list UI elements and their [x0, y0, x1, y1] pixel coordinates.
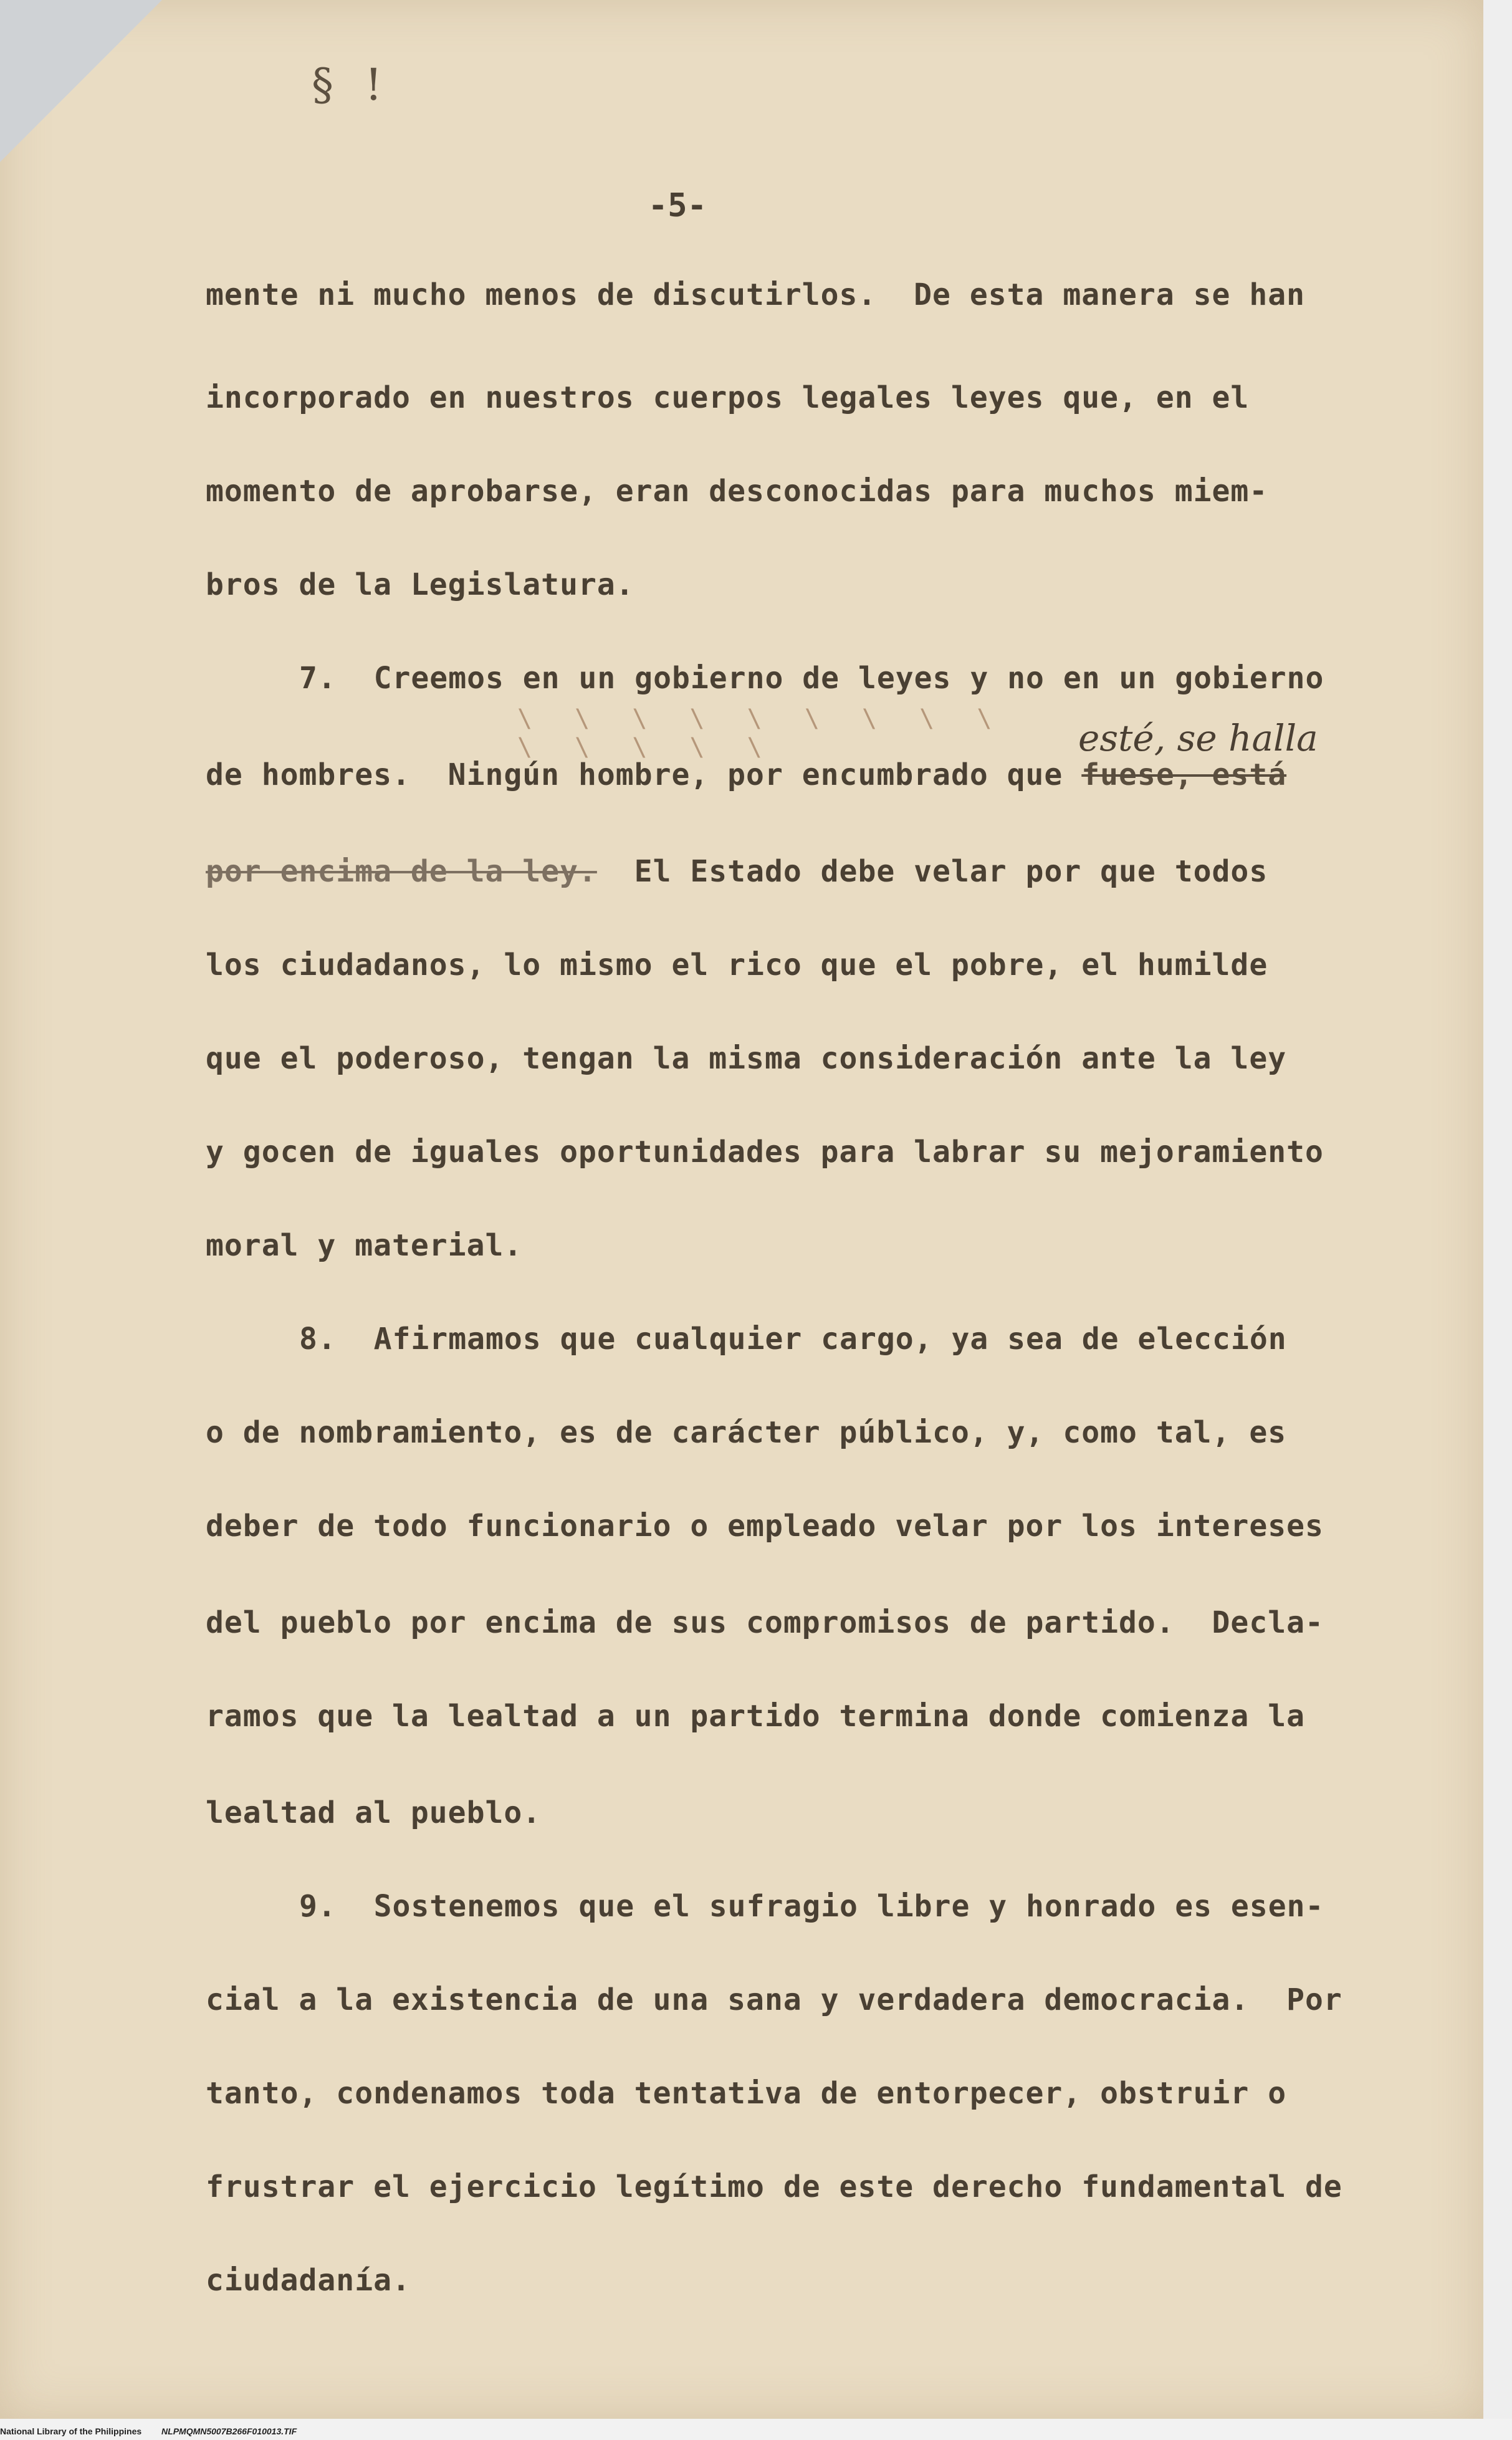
text-line: ciudadanía.: [206, 2263, 411, 2298]
scan-caption: [0, 2426, 297, 2436]
text-line: o de nombramiento, es de carácter público, y, como tal, es: [206, 1415, 1287, 1450]
text-line: y gocen de iguales oportunidades para labrar su mejoramiento: [206, 1135, 1324, 1170]
text-line: los ciudadanos, lo mismo el rico que el pobre, el humilde: [206, 948, 1268, 982]
text-line: incorporado en nuestros cuerpos legales leyes que, en el: [206, 380, 1250, 415]
text-line: mente ni mucho menos de discutirlos. De esta manera se han: [206, 277, 1306, 312]
text-line: ramos que la lealtad a un partido termina donde comienza la: [206, 1699, 1306, 1734]
text-line: tanto, condenamos toda tentativa de entorpecer, obstruir o: [206, 2076, 1287, 2111]
line-text: de hombres. Ningún hombre, por encumbrado que: [206, 757, 1063, 792]
text-line: moral y material.: [206, 1228, 523, 1263]
page-number: -5-: [648, 187, 707, 224]
file-name: NLPMQMN5007B266F010013.TIF: [161, 2426, 297, 2436]
text-line: momento de aprobarse, eran desconocidas para muchos miem-: [206, 474, 1268, 509]
caret-marks: \ \ \ \ \ \ \ \ \ \ \ \ \ \: [517, 704, 1006, 762]
text-line: lealtad al pueblo.: [206, 1795, 542, 1830]
text-line: 8. Afirmamos que cualquier cargo, ya sea de elección: [299, 1322, 1287, 1357]
text-line: deber de todo funcionario o empleado velar por los intereses: [206, 1509, 1324, 1544]
scan-footer: [0, 2419, 1512, 2440]
struck-text: fuese, está: [1081, 757, 1287, 792]
marginal-mark: § !: [312, 59, 391, 110]
text-line: cial a la existencia de una sana y verdadera democracia. Por: [206, 1982, 1342, 2017]
text-line: frustrar el ejercicio legítimo de este derecho fundamental de: [206, 2169, 1342, 2204]
text-line: [206, 757, 1286, 792]
handwritten-insertion: esté, se halla: [1078, 717, 1318, 759]
struck-text: por encima de la ley.: [206, 854, 597, 889]
text-line: 9. Sostenemos que el sufragio libre y honrado es esen-: [299, 1889, 1324, 1924]
folded-corner: [0, 0, 162, 162]
text-line: bros de la Legislatura.: [206, 567, 634, 602]
text-line: 7. Creemos en un gobierno de leyes y no en un gobierno: [299, 661, 1324, 696]
text-line: del pueblo por encima de sus compromisos de partido. Decla-: [206, 1605, 1324, 1640]
library-name: National Library of the Philippines: [0, 2426, 142, 2436]
scan-margin: [1483, 0, 1512, 2440]
text-line: [206, 854, 1268, 889]
line-text: El Estado debe velar por que todos: [634, 854, 1268, 889]
text-line: que el poderoso, tengan la misma consideración ante la ley: [206, 1041, 1287, 1076]
